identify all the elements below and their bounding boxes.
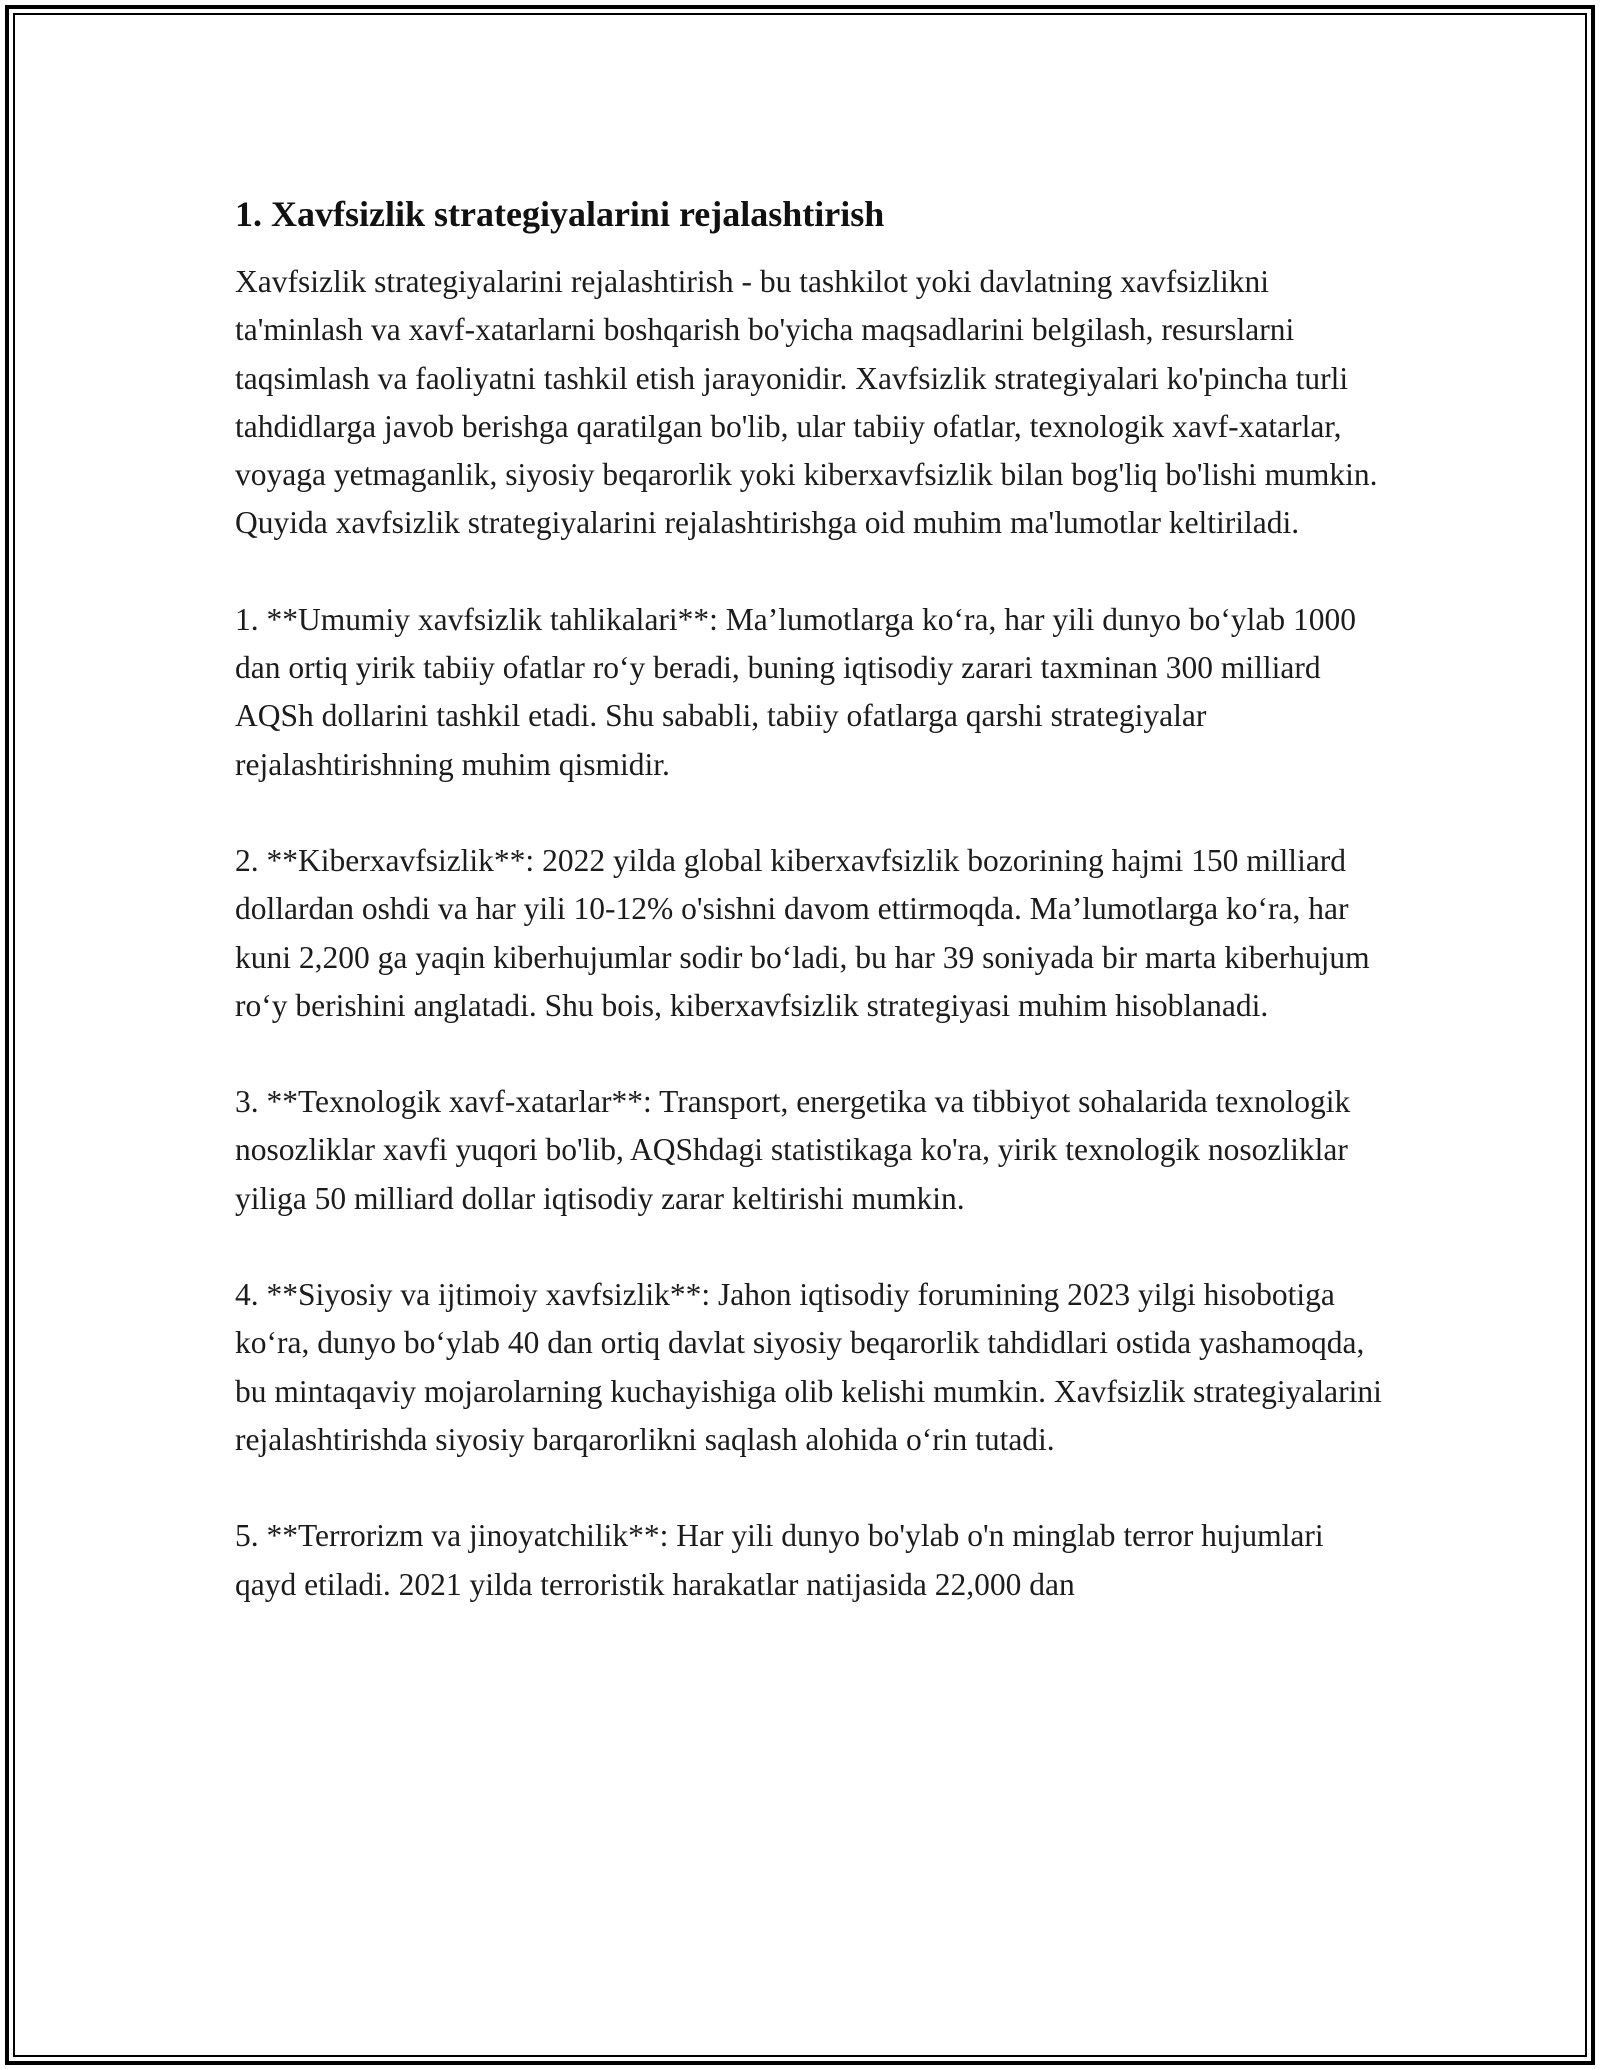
intro-paragraph: Xavfsizlik strategiyalarini rejalashtirish - bu tashkilot yoki davlatning xavfsizlikni ta'minlash va xavf-xatarlarni boshqarish bo'yicha maqsadlarini belgilash, resurslarni taqsimlash va faoliyatni tashkil etish jarayonidir. Xavfsizlik strategiyalari ko'pincha turli tahdidlarga javob berishga qaratilgan bo'lib, ular tabiiy ofatlar, texnologik xavf-xatarlar, voyaga yetmaganlik, siyosiy beqarorlik yoki kiberxavfsizlik bilan bog'liq bo'lishi mumkin. Quyida xavfsizlik strategiyalarini rejalashtirishga oid muhim ma'lumotlar keltiriladi. bbox=[235, 264, 1378, 541]
list-item-natural-disasters: 1. **Umumiy xavfsizlik tahlikalari**: Ma’lumotlarga ko‘ra, har yili dunyo bo‘ylab 1000 dan ortiq yirik tabiiy ofatlar ro‘y beradi, buning iqtisodiy zarari taxminan 300 milliard AQSh dollarini tashkil etadi. Shu sababli, tabiiy ofatlarga qarshi strategiyalar rejalashtirishning muhim qismidir. bbox=[235, 601, 1356, 782]
list-item-technological-risks: 3. **Texnologik xavf-xatarlar**: Transport, energetika va tibbiyot sohalarida texnologik nosozliklar xavfi yuqori bo'lib, AQShdagi statistikaga ko'ra, yirik texnologik nosozliklar yiliga 50 milliard dollar iqtisodiy zarar keltirishi mumkin. bbox=[235, 1084, 1351, 1216]
document-title: 1. Xavfsizlik strategiyalarini rejalashtirish bbox=[235, 194, 885, 234]
list-item-cybersecurity: 2. **Kiberxavfsizlik**: 2022 yilda global kiberxavfsizlik bozorining hajmi 150 milliard dollardan oshdi va har yili 10-12% o'sishni davom ettirmoqda. Ma’lumotlarga ko‘ra, har kuni 2,200 ga yaqin kiberhujumlar sodir bo‘ladi, bu har 39 soniyada bir marta kiberhujum ro‘y berishini anglatadi. Shu bois, kiberxavfsizlik strategiyasi muhim hisoblanadi. bbox=[235, 842, 1370, 1023]
document-body bbox=[235, 186, 1385, 1657]
list-item-terrorism: 5. **Terrorizm va jinoyatchilik**: Har yili dunyo bo'ylab o'n minglab terror hujumlari qayd etiladi. 2021 yilda terroristik harakatlar natijasida 22,000 dan bbox=[235, 1518, 1324, 1602]
list-item-political-security: 4. **Siyosiy va ijtimoiy xavfsizlik**: Jahon iqtisodiy forumining 2023 yilgi hisobotiga ko‘ra, dunyo bo‘ylab 40 dan ortiq davlat siyosiy beqarorlik tahdidlari ostida yashamoqda, bu mintaqaviy mojarolarning kuchayishiga olib kelishi mumkin. Xavfsizlik strategiyalarini rejalashtirishda siyosiy barqarorlikni saqlash alohida o‘rin tutadi. bbox=[235, 1277, 1382, 1457]
